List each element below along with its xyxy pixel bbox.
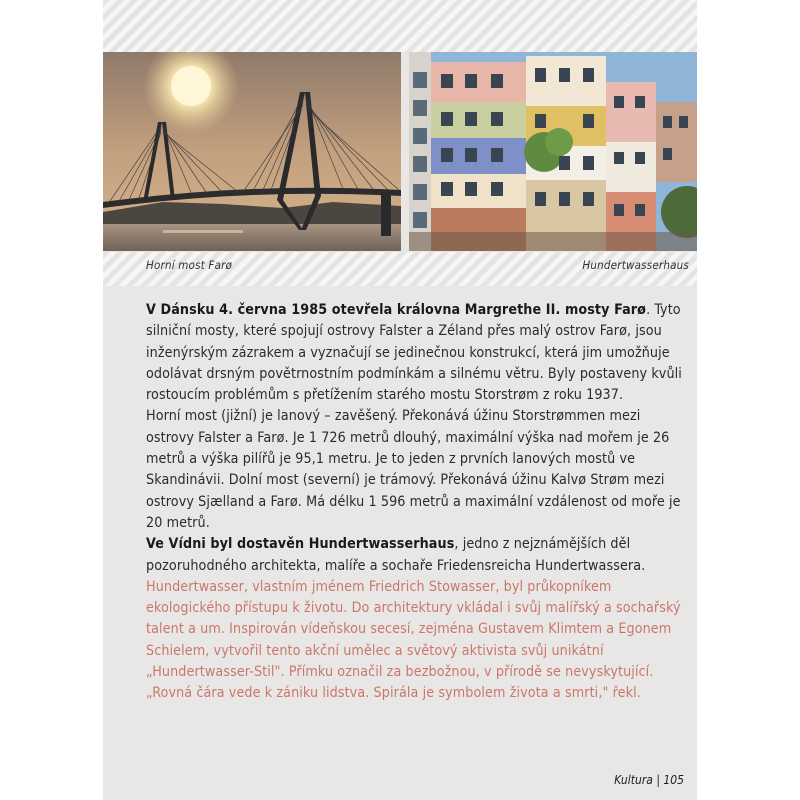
article-body bbox=[146, 300, 686, 705]
paragraph-bridges bbox=[146, 300, 686, 406]
paragraph-upper-bridge: Horní most (jižní) je lanový – zavěšený. Překonává úžinu Storstrømmen mezi ostrovy Falster a Farø. Je 1 726 metrů dlouhý, maximální výška nad mořem je 26 metrů a výška pilířů je 95,1 metru. Je to jeden z prvních lanových mostů ve Skandinávii. Dolní most (severní) je trámový. Překonává úžinu Kalvø Strøm mezi ostrovy Sjælland a Farø. Má délku 1 596 metrů a maximální vzdálenost od moře je 20 metrů. bbox=[146, 408, 681, 531]
hundertwasserhaus-photo-caption: Hundertwasserhaus bbox=[582, 258, 689, 272]
book-page bbox=[103, 0, 697, 800]
hundertwasserhaus-illustration bbox=[409, 52, 697, 251]
paragraph-hundertwasserhaus bbox=[146, 534, 686, 577]
bridge-photo bbox=[103, 52, 401, 251]
hundertwasserhaus-lead: Ve Vídni byl dostavěn Hundertwasserhaus bbox=[146, 536, 455, 553]
page-footer: Kultura | 105 bbox=[614, 773, 684, 787]
hundertwasserhaus-text: , jedno z nejznámějších děl pozoruhodného architekta, malíře a sochaře Friedensreicha Hundertwassera. bbox=[146, 536, 646, 574]
bridge-illustration bbox=[103, 52, 401, 251]
bridge-photo-caption: Horní most Farø bbox=[146, 258, 233, 272]
bridges-lead: V Dánsku 4. června 1985 otevřela královna Margrethe II. mosty Farø bbox=[146, 302, 647, 318]
hundertwasserhaus-photo bbox=[409, 52, 697, 251]
bridges-text: . Tyto silniční mosty, které spojují ostrovy Falster a Zéland přes malý ostrov Farø, jsou inženýrským zázrakem a vyznačují se jedinečnou konstrukcí, která jim umožňuje odolávat drsným povětrnostním podmínkám a silnému větru. Byly postaveny kvůli rostoucím problémům s přetížením starého mostu Storstrøm z roku 1937. bbox=[146, 302, 682, 404]
top-stripe-band bbox=[103, 0, 697, 52]
paragraph-hundertwasser-bio: Hundertwasser, vlastním jménem Friedrich Stowasser, byl průkopníkem ekologického přístupu k životu. Do architektury vkládal i svůj malířský a sochařský talent a um. Inspirován vídeňskou secesí, zejména Gustavem Klimtem a Egonem Schielem, vytvořil tento akční umělec a světový aktivista svůj unikátní „Hundertwasser-Stil". Přímku označil za bezbožnou, v přírodě se nevyskytující. „Rovná čára vede k zániku lidstva. Spirála je symbolem života a smrti," řekl. bbox=[146, 578, 681, 702]
